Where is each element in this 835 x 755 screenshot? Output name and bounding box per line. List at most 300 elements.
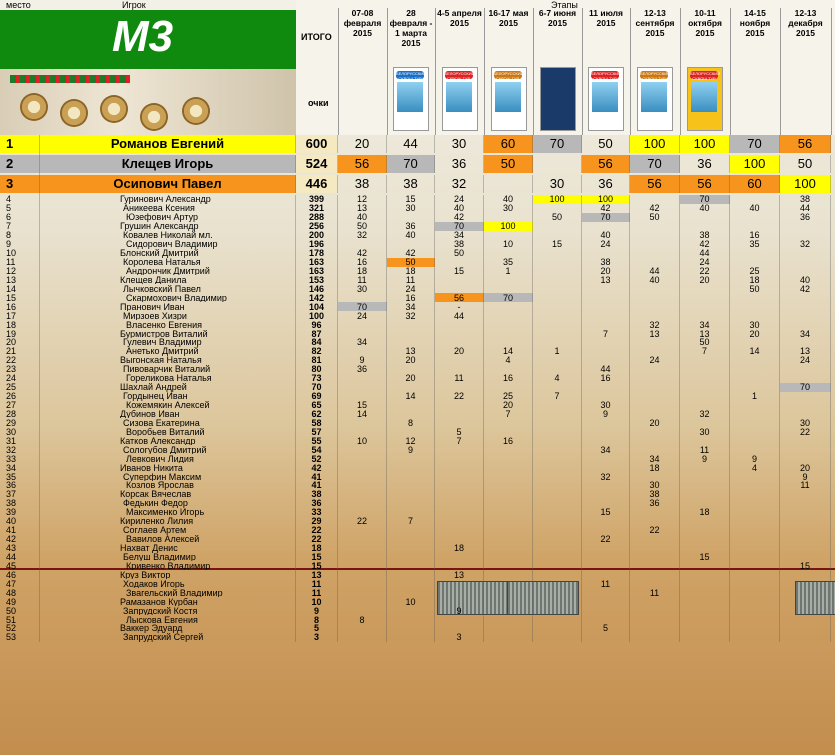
points-header: очки [308,98,329,108]
stage-score-cell [680,561,730,570]
stage-header-8: 10-11 октября 2015 [688,8,722,38]
stage-score-cell [484,481,533,490]
logo-banner [0,10,296,70]
poster-image [495,82,521,112]
stage-score-cell [730,570,780,579]
total-points-cell: 22 [296,526,338,535]
table-row [0,293,835,302]
stage-score-cell: 34 [630,454,680,463]
stage-score-cell [582,320,630,329]
table-row [0,383,835,392]
stage-score-cell: - [435,302,484,311]
player-name-cell: Блонский Дмитрий [40,249,296,258]
stage-score-cell [484,213,533,222]
place-cell: 29 [0,418,40,427]
total-points-cell: 321 [296,204,338,213]
place-cell: 7 [0,222,40,231]
stage-score-cell: 11 [387,275,435,284]
player-name-cell: Соглаев Артем [40,526,296,535]
stage-score-cell [582,338,630,347]
place-column-header: место [6,0,31,10]
stage-score-cell: 16 [484,436,533,445]
stage-score-cell [533,293,582,302]
place-cell: 13 [0,275,40,284]
player-name-cell: Ковалев Николай мл. [40,231,296,240]
total-points-cell: 9 [296,606,338,615]
stage-score-cell [630,293,680,302]
place-cell: 50 [0,606,40,615]
stage-score-cell [630,570,680,579]
stage-score-cell: 9 [780,472,831,481]
medal-image [100,95,128,123]
stage-score-cell [435,561,484,570]
total-points-cell: 18 [296,544,338,553]
stage-score-cell [680,365,730,374]
stage-score-cell [630,606,680,615]
stage-score-cell: 4 [533,374,582,383]
stage-score-cell [680,472,730,481]
stage-score-cell: 4 [484,356,533,365]
place-cell: 4 [0,195,40,204]
stage-score-cell [533,356,582,365]
stage-score-cell: 13 [630,329,680,338]
place-cell: 24 [0,374,40,383]
stage-score-cell: 56 [680,175,730,193]
stage-score-cell [338,454,387,463]
stage-score-cell: 36 [780,213,831,222]
stage-score-cell: 70 [533,135,582,153]
stage-score-cell [338,472,387,481]
stage-poster [540,67,576,131]
stage-score-cell: 16 [582,374,630,383]
total-points-cell: 146 [296,284,338,293]
stage-score-cell [582,606,630,615]
stage-score-cell [435,320,484,329]
poster-title: БЕЛОРУССКИЙ СКВОШ ТУР [591,71,622,81]
stage-score-cell [730,436,780,445]
stage-score-cell: 4 [730,463,780,472]
table-row [0,365,835,374]
stage-score-cell [780,374,831,383]
stage-score-cell: 9 [730,454,780,463]
stage-score-cell: 42 [387,249,435,258]
stage-score-cell [533,535,582,544]
stage-score-cell [533,275,582,284]
stage-score-cell [730,517,780,526]
stage-score-cell: 38 [435,240,484,249]
stage-score-cell: 11 [780,481,831,490]
stage-score-cell [780,588,831,597]
player-name-cell: Власенко Евгения [40,320,296,329]
stage-score-cell [680,481,730,490]
stage-score-cell [680,374,730,383]
table-row [0,284,835,293]
stage-score-cell: 36 [630,499,680,508]
stage-score-cell [484,624,533,633]
table-row [0,374,835,383]
total-points-cell: 80 [296,365,338,374]
table-row [0,410,835,419]
stage-score-cell: 56 [780,135,831,153]
stage-score-cell: 100 [680,135,730,153]
stage-score-cell [435,579,484,588]
stage-score-cell [533,463,582,472]
stage-score-cell [680,544,730,553]
place-cell: 6 [0,213,40,222]
stage-score-cell: 42 [680,240,730,249]
stage-score-cell: 38 [387,175,435,193]
stage-score-cell [533,338,582,347]
stage-score-cell: 13 [387,347,435,356]
stage-score-cell [533,365,582,374]
stage-score-cell: 44 [630,267,680,276]
stage-score-cell [484,175,533,193]
stage-score-cell [680,436,730,445]
table-row [0,633,835,642]
stage-score-cell: 50 [630,213,680,222]
standings-table [0,135,835,642]
stage-score-cell: 30 [780,418,831,427]
stage-score-cell [484,606,533,615]
stage-score-cell [630,427,680,436]
stage-score-cell [387,615,435,624]
stage-score-cell: 40 [630,275,680,284]
stage-score-cell: 7 [533,392,582,401]
stage-score-cell [338,418,387,427]
stage-score-cell: 60 [730,175,780,193]
place-cell: 46 [0,570,40,579]
stage-score-cell [730,561,780,570]
stage-score-cell [582,302,630,311]
stage-score-cell [338,490,387,499]
stage-score-cell: 15 [338,401,387,410]
player-name-cell: Клещев Игорь [40,155,296,173]
stage-score-cell: 35 [730,240,780,249]
table-row [0,517,835,526]
header-left [0,0,296,135]
stage-score-cell [484,490,533,499]
table-row [0,490,835,499]
stage-score-cell: 24 [630,356,680,365]
place-cell: 15 [0,293,40,302]
player-name-cell: Нахват Денис [40,544,296,553]
player-name-cell: Воробьев Виталий [40,427,296,436]
stage-score-cell [387,329,435,338]
stage-score-cell [780,615,831,624]
total-points-cell: 36 [296,499,338,508]
stage-score-cell [484,302,533,311]
table-row [0,347,835,356]
stage-score-cell [730,383,780,392]
stage-score-cell [338,320,387,329]
stage-score-cell [680,293,730,302]
stage-score-cell: 8 [387,418,435,427]
stage-score-cell [387,454,435,463]
stage-score-cell [387,535,435,544]
poster-image [592,82,618,112]
stage-score-cell [387,579,435,588]
total-points-cell: 11 [296,579,338,588]
stage-score-cell [730,410,780,419]
stage-score-cell [730,445,780,454]
stage-score-cell [630,222,680,231]
stage-score-cell [730,293,780,302]
stage-score-cell [730,472,780,481]
stages-header: Этапы [551,0,578,10]
stage-score-cell [435,597,484,606]
stage-score-cell [533,553,582,562]
stage-score-cell [582,570,630,579]
stage-score-cell [387,570,435,579]
stage-score-cell [780,445,831,454]
player-name-cell: Бурмистров Виталий [40,329,296,338]
stage-score-cell [730,606,780,615]
player-name-cell: Лычковский Павел [40,284,296,293]
stage-score-cell: 100 [484,222,533,231]
stage-score-cell: 13 [338,204,387,213]
place-cell: 40 [0,517,40,526]
stage-score-cell: 8 [338,615,387,624]
stage-score-cell [338,544,387,553]
stage-score-cell [484,427,533,436]
player-name-cell: Запрудский Костя [40,606,296,615]
place-cell: 43 [0,544,40,553]
stage-score-cell [680,356,730,365]
stage-score-cell [435,535,484,544]
total-points-cell: 196 [296,240,338,249]
stage-score-cell: 20 [780,463,831,472]
stage-score-cell [582,544,630,553]
table-row [0,588,835,597]
stage-score-cell: 18 [435,544,484,553]
stage-score-cell: 24 [338,311,387,320]
table-row [0,258,835,267]
total-points-cell: 15 [296,561,338,570]
stage-score-cell [730,526,780,535]
stage-score-cell: 13 [435,570,484,579]
place-cell: 8 [0,231,40,240]
stage-score-cell [780,606,831,615]
stage-score-cell: 5 [435,427,484,436]
stage-score-cell: 100 [582,195,630,204]
stage-score-cell: 30 [582,401,630,410]
player-name-cell: Шахлай Андрей [40,383,296,392]
stage-score-cell [484,338,533,347]
stage-score-cell: 30 [387,204,435,213]
stage-score-cell [484,579,533,588]
stage-score-cell [533,606,582,615]
place-cell: 27 [0,401,40,410]
stage-score-cell: 9 [582,410,630,419]
place-cell: 1 [0,135,40,153]
stage-score-cell [484,535,533,544]
stage-score-cell: 40 [338,213,387,222]
stage-score-cell [780,222,831,231]
stage-score-cell [730,633,780,642]
medal-image [140,103,168,131]
stage-score-cell: 42 [435,213,484,222]
stage-score-cell [533,267,582,276]
place-cell: 31 [0,436,40,445]
table-row [0,213,835,222]
stage-score-cell: 60 [484,135,533,153]
total-points-cell: 70 [296,383,338,392]
stage-score-cell [582,436,630,445]
stage-score-cell [533,624,582,633]
place-cell: 38 [0,499,40,508]
stage-score-cell [630,436,680,445]
total-points-cell: 524 [296,155,338,173]
player-name-cell: Мирзоев Хизри [40,311,296,320]
table-row [0,427,835,436]
player-name-cell: Гулевич Владимир [40,338,296,347]
stage-score-cell [680,499,730,508]
stage-score-cell [582,347,630,356]
stage-score-cell: 20 [582,267,630,276]
total-points-cell: 100 [296,311,338,320]
stage-score-cell: 38 [780,195,831,204]
stage-score-cell: 35 [484,258,533,267]
stage-score-cell [484,329,533,338]
stage-score-cell [435,624,484,633]
stage-score-cell: 10 [484,240,533,249]
stage-score-cell [533,155,582,173]
place-cell: 17 [0,311,40,320]
table-row [0,222,835,231]
stage-score-cell [533,329,582,338]
stage-score-cell: 20 [338,135,387,153]
place-cell: 53 [0,633,40,642]
stage-score-cell [780,526,831,535]
stage-score-cell [484,615,533,624]
stage-score-cell: 11 [680,445,730,454]
place-cell: 23 [0,365,40,374]
place-cell: 10 [0,249,40,258]
place-cell: 28 [0,410,40,419]
stage-score-cell [630,553,680,562]
stage-score-cell: 38 [630,490,680,499]
stage-score-cell [582,356,630,365]
stage-score-cell [630,544,680,553]
stage-score-cell [680,284,730,293]
stage-score-cell [582,499,630,508]
stage-score-cell [435,481,484,490]
player-name-cell: Дубинов Иван [40,410,296,419]
total-points-cell: 15 [296,553,338,562]
player-name-cell: Кривенко Владимир [40,561,296,570]
stage-score-cell: 40 [680,204,730,213]
stage-score-cell: 20 [730,329,780,338]
stage-score-cell [484,472,533,481]
stage-score-cell [387,365,435,374]
stage-score-cell: 50 [730,284,780,293]
medal-image [60,99,88,127]
stage-score-cell: 13 [780,347,831,356]
stage-header-6: 11 июля 2015 [589,8,623,28]
table-row [0,526,835,535]
place-cell: 26 [0,392,40,401]
player-name-cell: Гордынец Иван [40,392,296,401]
stage-score-cell: 18 [630,463,680,472]
stage-score-cell [387,624,435,633]
stage-score-cell: 14 [387,392,435,401]
stage-score-cell [582,249,630,258]
stage-score-cell: 70 [435,222,484,231]
table-row [0,579,835,588]
stage-score-cell: 3 [435,633,484,642]
stage-score-cell [533,517,582,526]
stage-score-cell [435,365,484,374]
stage-score-cell [730,624,780,633]
stage-score-cell [533,481,582,490]
stage-score-cell [730,615,780,624]
stage-score-cell: 34 [387,302,435,311]
stage-score-cell: 38 [680,231,730,240]
stage-score-cell [387,383,435,392]
poster-title: БЕЛОРУССКИЙ СКВОШ ТУР [690,71,721,81]
stage-score-cell [680,633,730,642]
stage-score-cell [338,588,387,597]
stage-poster [588,67,624,131]
player-name-cell: Ваккер Эдуард [40,624,296,633]
table-row [0,454,835,463]
player-name-cell: Аникеева Ксения [40,204,296,213]
stage-score-cell [680,526,730,535]
stage-score-cell: 50 [582,135,630,153]
total-points-cell: 81 [296,356,338,365]
place-cell: 36 [0,481,40,490]
stage-score-cell [630,311,680,320]
total-points-cell: 57 [296,427,338,436]
stage-score-cell [780,231,831,240]
table-row [0,195,835,204]
stage-score-cell: 24 [680,258,730,267]
stage-score-cell [387,588,435,597]
player-name-cell: Пранович Иван [40,302,296,311]
stage-score-cell: 56 [582,155,630,173]
place-cell: 52 [0,624,40,633]
medal-image [182,97,210,125]
stage-score-cell [630,195,680,204]
stage-header-7: 12-13 сентября 2015 [635,8,675,38]
stage-score-cell: 1 [730,392,780,401]
table-row [0,445,835,454]
place-cell: 2 [0,155,40,173]
stage-score-cell [630,347,680,356]
stage-score-cell [780,249,831,258]
stage-score-cell: 22 [630,526,680,535]
stage-header-4: 16-17 мая 2015 [488,8,529,28]
poster-title: БЕЛОРУССКИЙ СКВОШ ТУР [493,71,524,81]
stage-score-cell [387,481,435,490]
stage-score-cell: 24 [435,195,484,204]
stage-score-cell [630,517,680,526]
stage-score-cell: 18 [387,267,435,276]
player-name-cell: Суперфин Максим [40,472,296,481]
stage-score-cell: 100 [533,195,582,204]
stage-score-cell: 1 [484,267,533,276]
poster-title: БЕЛОРУССКИЙ СКВОШ ТУР [396,71,427,81]
table-row [0,499,835,508]
stage-score-cell [533,508,582,517]
stage-score-cell [435,472,484,481]
place-cell: 32 [0,445,40,454]
stage-score-cell [533,410,582,419]
podium-row [0,175,835,195]
place-cell: 44 [0,553,40,562]
stage-score-cell [533,231,582,240]
stage-score-cell: 30 [630,481,680,490]
